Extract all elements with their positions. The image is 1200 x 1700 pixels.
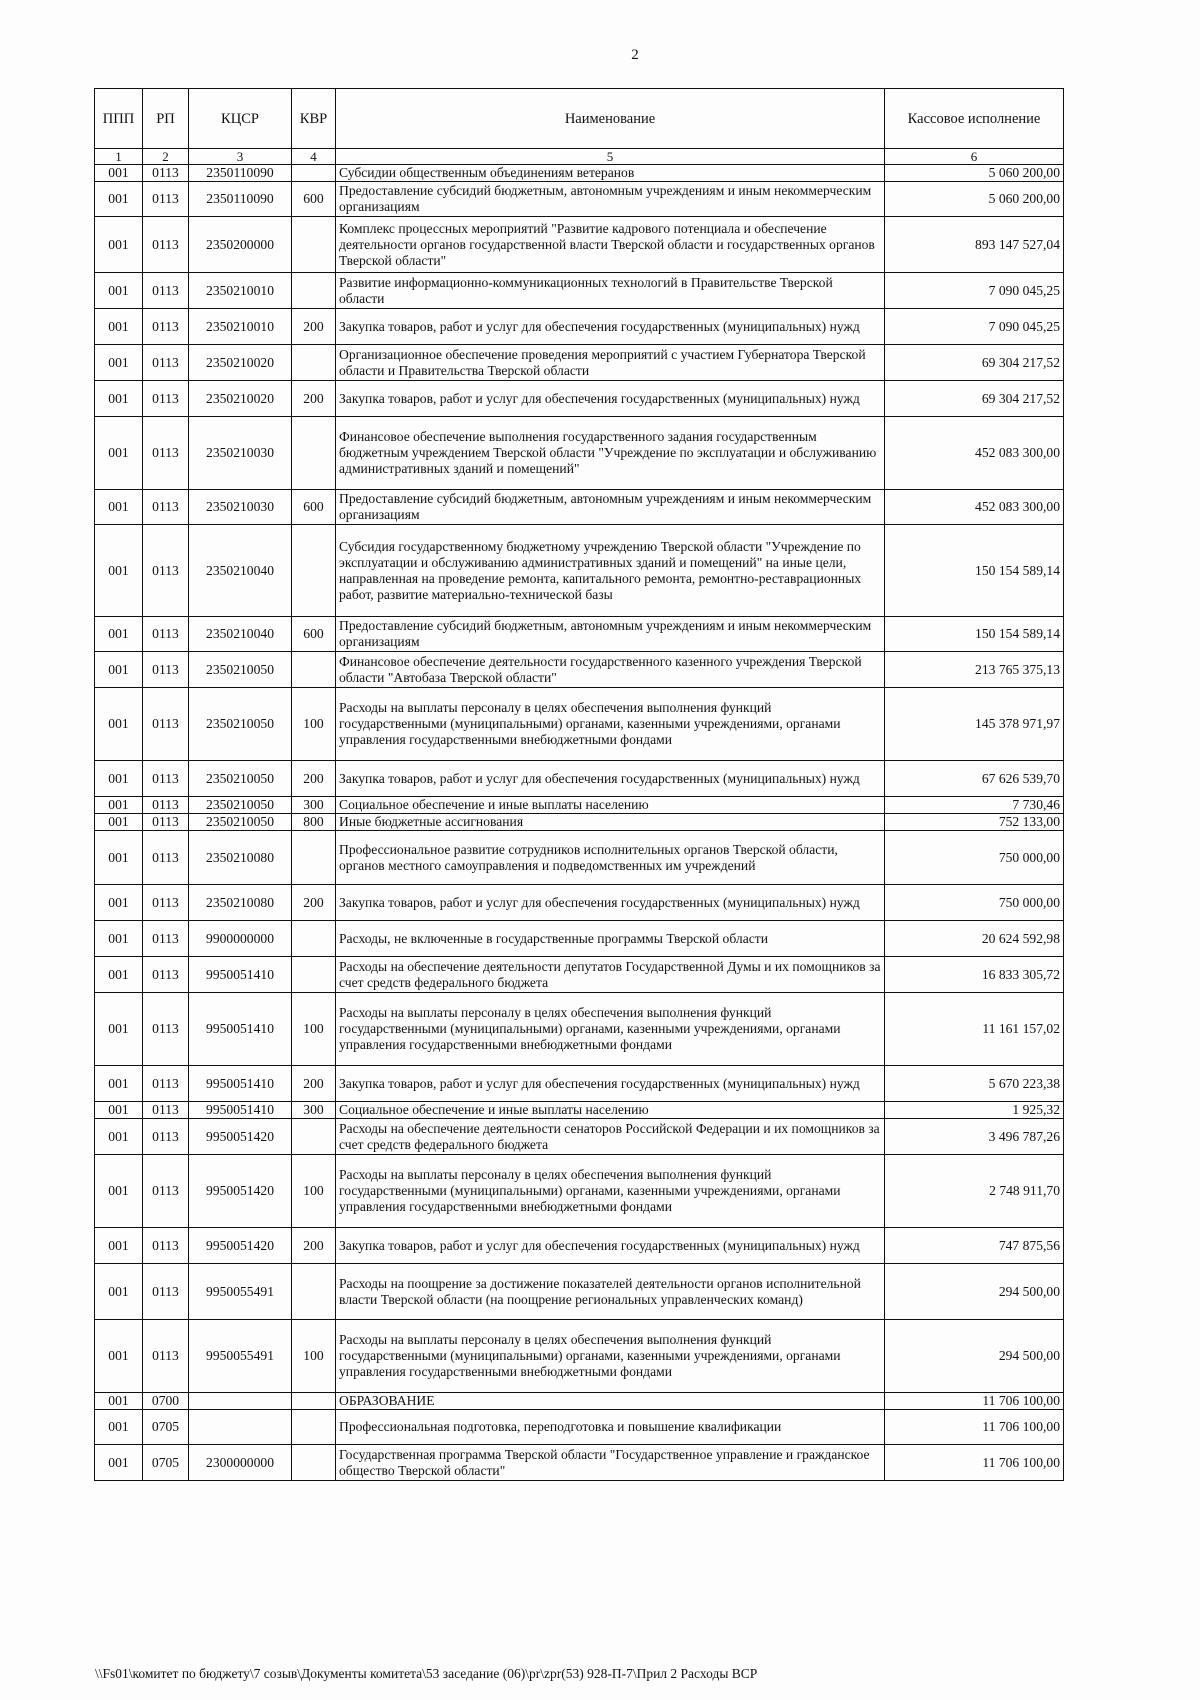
row-ppp: 001 [95,417,143,490]
row-kcsr: 2350210020 [189,345,292,381]
row-name: Расходы на выплаты персоналу в целях обеспечения выполнения функций государственными (муниципальными) органами, казенными учреждениями, органами управления государственными внебюджетными фондами [336,1320,885,1393]
row-kvr [292,417,336,490]
row-ppp: 001 [95,525,143,617]
table-row [95,273,1064,309]
row-rp: 0113 [143,1264,189,1320]
row-amount: 213 765 375,13 [885,652,1064,688]
row-kvr: 100 [292,688,336,761]
row-amount: 11 706 100,00 [885,1445,1064,1481]
table-row [95,814,1064,831]
row-name: Организационное обеспечение проведения мероприятий с участием Губернатора Тверской области и Правительства Тверской области [336,345,885,381]
row-rp: 0113 [143,761,189,797]
table-row [95,1102,1064,1119]
table-row [95,1264,1064,1320]
table-row [95,1228,1064,1264]
col-number: 1 [95,149,143,165]
row-name: Закупка товаров, работ и услуг для обеспечения государственных (муниципальных) нужд [336,1066,885,1102]
row-kcsr: 2350210030 [189,490,292,525]
row-kvr: 300 [292,1102,336,1119]
row-name: Расходы на поощрение за достижение показателей деятельности органов исполнительной власти Тверской области (на поощрение региональных управленческих команд) [336,1264,885,1320]
table-row [95,381,1064,417]
row-kvr [292,525,336,617]
row-name: ОБРАЗОВАНИЕ [336,1393,885,1410]
row-amount: 7 090 045,25 [885,273,1064,309]
row-kvr [292,1445,336,1481]
row-name: Иные бюджетные ассигнования [336,814,885,831]
row-rp: 0113 [143,309,189,345]
row-name: Профессиональная подготовка, переподготовка и повышение квалификации [336,1410,885,1445]
row-kcsr: 2350210020 [189,381,292,417]
table-row [95,617,1064,652]
row-name: Субсидия государственному бюджетному учреждению Тверской области "Учреждение по эксплуатации и обслуживанию административных зданий и помещений" на иные цели, направленная на проведение ремонта, капитального ремонта, ремонтно-реставрационных работ, развитие материально-технической базы [336,525,885,617]
row-name: Развитие информационно-коммуникационных технологий в Правительстве Тверской области [336,273,885,309]
table-row [95,525,1064,617]
row-name: Комплекс процессных мероприятий "Развитие кадрового потенциала и обеспечение деятельности органов государственной власти Тверской области и государственных органов Тверской области" [336,217,885,273]
row-rp: 0113 [143,1066,189,1102]
row-kcsr: 2350110090 [189,182,292,217]
table-row [95,1393,1064,1410]
row-ppp: 001 [95,761,143,797]
col-header-kcsr: КЦСР [189,89,292,149]
row-kvr: 600 [292,490,336,525]
table-row [95,1445,1064,1481]
row-amount: 750 000,00 [885,831,1064,885]
col-header-kvr: КВР [292,89,336,149]
row-rp: 0113 [143,381,189,417]
row-kvr: 100 [292,993,336,1066]
row-name: Расходы на обеспечение деятельности сенаторов Российской Федерации и их помощников за счет средств федерального бюджета [336,1119,885,1155]
row-rp: 0113 [143,1119,189,1155]
row-ppp: 001 [95,1445,143,1481]
row-ppp: 001 [95,1320,143,1393]
row-amount: 893 147 527,04 [885,217,1064,273]
table-header-row [95,89,1064,149]
row-kcsr: 9950051410 [189,957,292,993]
row-name: Расходы на выплаты персоналу в целях обеспечения выполнения функций государственными (муниципальными) органами, казенными учреждениями, органами управления государственными внебюджетными фондами [336,688,885,761]
row-rp: 0113 [143,921,189,957]
table-row [95,797,1064,814]
table-row [95,993,1064,1066]
row-kvr: 600 [292,182,336,217]
row-name: Расходы на выплаты персоналу в целях обеспечения выполнения функций государственными (муниципальными) органами, казенными учреждениями, органами управления государственными внебюджетными фондами [336,993,885,1066]
row-amount: 750 000,00 [885,885,1064,921]
table-row [95,652,1064,688]
row-rp: 0113 [143,1102,189,1119]
row-kcsr: 2350210010 [189,273,292,309]
row-rp: 0705 [143,1410,189,1445]
row-kcsr: 9950055491 [189,1264,292,1320]
row-kvr: 600 [292,617,336,652]
row-amount: 747 875,56 [885,1228,1064,1264]
col-number: 5 [336,149,885,165]
table-row [95,417,1064,490]
row-amount: 752 133,00 [885,814,1064,831]
row-amount: 145 378 971,97 [885,688,1064,761]
row-kvr: 100 [292,1155,336,1228]
row-rp: 0113 [143,345,189,381]
table-row [95,345,1064,381]
row-rp: 0113 [143,617,189,652]
row-kvr [292,1393,336,1410]
row-rp: 0113 [143,831,189,885]
row-name: Расходы, не включенные в государственные программы Тверской области [336,921,885,957]
row-kcsr: 2350210050 [189,761,292,797]
row-rp: 0113 [143,417,189,490]
col-header-ppp: ППП [95,89,143,149]
row-kcsr: 2350110090 [189,165,292,182]
table-row [95,1410,1064,1445]
row-name: Финансовое обеспечение выполнения государственного задания государственным бюджетным учреждением Тверской области "Учреждение по эксплуатации и обслуживанию административных зданий и помещений" [336,417,885,490]
col-number: 6 [885,149,1064,165]
table-row [95,885,1064,921]
row-ppp: 001 [95,1155,143,1228]
row-amount: 7 090 045,25 [885,309,1064,345]
table-row [95,1155,1064,1228]
row-ppp: 001 [95,381,143,417]
column-number-row [95,149,1064,165]
row-amount: 11 161 157,02 [885,993,1064,1066]
row-kcsr: 2350200000 [189,217,292,273]
row-kcsr: 2350210050 [189,688,292,761]
col-header-name: Наименование [336,89,885,149]
row-kvr: 200 [292,761,336,797]
row-ppp: 001 [95,309,143,345]
row-rp: 0113 [143,797,189,814]
table-row [95,182,1064,217]
row-kcsr: 2350210080 [189,885,292,921]
row-kcsr: 2350210050 [189,652,292,688]
row-kvr [292,1264,336,1320]
row-kcsr: 2350210030 [189,417,292,490]
row-ppp: 001 [95,1228,143,1264]
table-row [95,761,1064,797]
row-kcsr: 9900000000 [189,921,292,957]
row-name: Социальное обеспечение и иные выплаты населению [336,797,885,814]
row-ppp: 001 [95,797,143,814]
row-rp: 0113 [143,217,189,273]
row-amount: 16 833 305,72 [885,957,1064,993]
table-row [95,165,1064,182]
table-body [95,165,1064,1481]
row-amount: 2 748 911,70 [885,1155,1064,1228]
row-kcsr: 2350210080 [189,831,292,885]
row-ppp: 001 [95,217,143,273]
row-rp: 0700 [143,1393,189,1410]
row-kcsr: 9950051410 [189,1102,292,1119]
row-amount: 5 060 200,00 [885,182,1064,217]
row-kvr [292,957,336,993]
row-kvr [292,1410,336,1445]
page-number: 2 [631,47,639,63]
footer-file-path: \\Fs01\комитет по бюджету\7 созыв\Документы комитета\53 заседание (06)\pr\zpr(53) 928-П-7\Прил 2 Расходы ВСР [95,1666,758,1681]
row-name: Закупка товаров, работ и услуг для обеспечения государственных (муниципальных) нужд [336,309,885,345]
col-number: 2 [143,149,189,165]
row-amount: 150 154 589,14 [885,525,1064,617]
table-row [95,921,1064,957]
row-ppp: 001 [95,617,143,652]
row-rp: 0113 [143,1155,189,1228]
row-kcsr: 9950051410 [189,993,292,1066]
row-kvr [292,165,336,182]
row-ppp: 001 [95,1410,143,1445]
row-ppp: 001 [95,1119,143,1155]
row-kvr: 800 [292,814,336,831]
row-kvr: 200 [292,381,336,417]
row-kcsr: 9950051420 [189,1155,292,1228]
budget-table [94,88,1064,1481]
row-amount: 5 670 223,38 [885,1066,1064,1102]
row-ppp: 001 [95,182,143,217]
row-amount: 1 925,32 [885,1102,1064,1119]
row-amount: 150 154 589,14 [885,617,1064,652]
row-amount: 20 624 592,98 [885,921,1064,957]
row-kvr [292,217,336,273]
row-name: Расходы на выплаты персоналу в целях обеспечения выполнения функций государственными (муниципальными) органами, казенными учреждениями, органами управления государственными внебюджетными фондами [336,1155,885,1228]
row-amount: 67 626 539,70 [885,761,1064,797]
row-name: Предоставление субсидий бюджетным, автономным учреждениям и иным некоммерческим организациям [336,490,885,525]
row-rp: 0113 [143,957,189,993]
row-ppp: 001 [95,490,143,525]
row-name: Профессиональное развитие сотрудников исполнительных органов Тверской области, органов местного самоуправления и подведомственных им учреждений [336,831,885,885]
row-ppp: 001 [95,688,143,761]
row-amount: 5 060 200,00 [885,165,1064,182]
row-ppp: 001 [95,165,143,182]
row-amount: 452 083 300,00 [885,417,1064,490]
row-kvr: 100 [292,1320,336,1393]
row-ppp: 001 [95,831,143,885]
table-row [95,490,1064,525]
row-kvr: 200 [292,309,336,345]
table-row [95,831,1064,885]
row-rp: 0113 [143,652,189,688]
row-amount: 294 500,00 [885,1320,1064,1393]
row-kcsr: 9950051420 [189,1228,292,1264]
row-ppp: 001 [95,1066,143,1102]
row-amount: 11 706 100,00 [885,1410,1064,1445]
row-kvr: 300 [292,797,336,814]
row-name: Закупка товаров, работ и услуг для обеспечения государственных (муниципальных) нужд [336,885,885,921]
row-kcsr: 9950055491 [189,1320,292,1393]
row-amount: 11 706 100,00 [885,1393,1064,1410]
row-kcsr: 2350210040 [189,617,292,652]
row-rp: 0113 [143,885,189,921]
row-name: Предоставление субсидий бюджетным, автономным учреждениям и иным некоммерческим организациям [336,617,885,652]
row-kcsr: 9950051410 [189,1066,292,1102]
row-amount: 3 496 787,26 [885,1119,1064,1155]
row-rp: 0113 [143,525,189,617]
row-amount: 452 083 300,00 [885,490,1064,525]
row-name: Субсидии общественным объединениям ветеранов [336,165,885,182]
row-rp: 0705 [143,1445,189,1481]
col-number: 3 [189,149,292,165]
row-rp: 0113 [143,273,189,309]
row-kcsr: 2350210050 [189,797,292,814]
row-kcsr: 2350210050 [189,814,292,831]
row-kvr [292,831,336,885]
row-ppp: 001 [95,993,143,1066]
table-row [95,1066,1064,1102]
row-name: Закупка товаров, работ и услуг для обеспечения государственных (муниципальных) нужд [336,381,885,417]
row-ppp: 001 [95,1264,143,1320]
row-kvr [292,345,336,381]
table-row [95,1320,1064,1393]
row-kvr [292,652,336,688]
row-kvr: 200 [292,1066,336,1102]
row-rp: 0113 [143,1228,189,1264]
table-row [95,217,1064,273]
table-row [95,1119,1064,1155]
row-kvr [292,1119,336,1155]
row-kvr: 200 [292,1228,336,1264]
table-row [95,957,1064,993]
row-name: Расходы на обеспечение деятельности депутатов Государственной Думы и их помощников за счет средств федерального бюджета [336,957,885,993]
table-row [95,309,1064,345]
row-name: Финансовое обеспечение деятельности государственного казенного учреждения Тверской области "Автобаза Тверской области" [336,652,885,688]
row-ppp: 001 [95,921,143,957]
row-name: Предоставление субсидий бюджетным, автономным учреждениям и иным некоммерческим организациям [336,182,885,217]
row-kcsr [189,1393,292,1410]
row-name: Закупка товаров, работ и услуг для обеспечения государственных (муниципальных) нужд [336,761,885,797]
row-amount: 7 730,46 [885,797,1064,814]
row-kvr [292,921,336,957]
row-ppp: 001 [95,957,143,993]
col-number: 4 [292,149,336,165]
row-kvr: 200 [292,885,336,921]
table-row [95,688,1064,761]
row-rp: 0113 [143,814,189,831]
row-rp: 0113 [143,1320,189,1393]
row-rp: 0113 [143,490,189,525]
row-ppp: 001 [95,273,143,309]
row-ppp: 001 [95,345,143,381]
row-kvr [292,273,336,309]
row-ppp: 001 [95,1102,143,1119]
row-ppp: 001 [95,814,143,831]
row-kcsr: 9950051420 [189,1119,292,1155]
col-header-rp: РП [143,89,189,149]
row-rp: 0113 [143,165,189,182]
row-name: Социальное обеспечение и иные выплаты населению [336,1102,885,1119]
row-amount: 69 304 217,52 [885,345,1064,381]
row-name: Закупка товаров, работ и услуг для обеспечения государственных (муниципальных) нужд [336,1228,885,1264]
row-kcsr [189,1410,292,1445]
row-amount: 294 500,00 [885,1264,1064,1320]
row-kcsr: 2300000000 [189,1445,292,1481]
row-name: Государственная программа Тверской области "Государственное управление и гражданское общество Тверской области" [336,1445,885,1481]
col-header-amount: Кассовое исполнение [885,89,1064,149]
row-ppp: 001 [95,652,143,688]
row-amount: 69 304 217,52 [885,381,1064,417]
row-kcsr: 2350210040 [189,525,292,617]
row-kcsr: 2350210010 [189,309,292,345]
row-rp: 0113 [143,182,189,217]
row-ppp: 001 [95,1393,143,1410]
row-rp: 0113 [143,688,189,761]
row-rp: 0113 [143,993,189,1066]
row-ppp: 001 [95,885,143,921]
